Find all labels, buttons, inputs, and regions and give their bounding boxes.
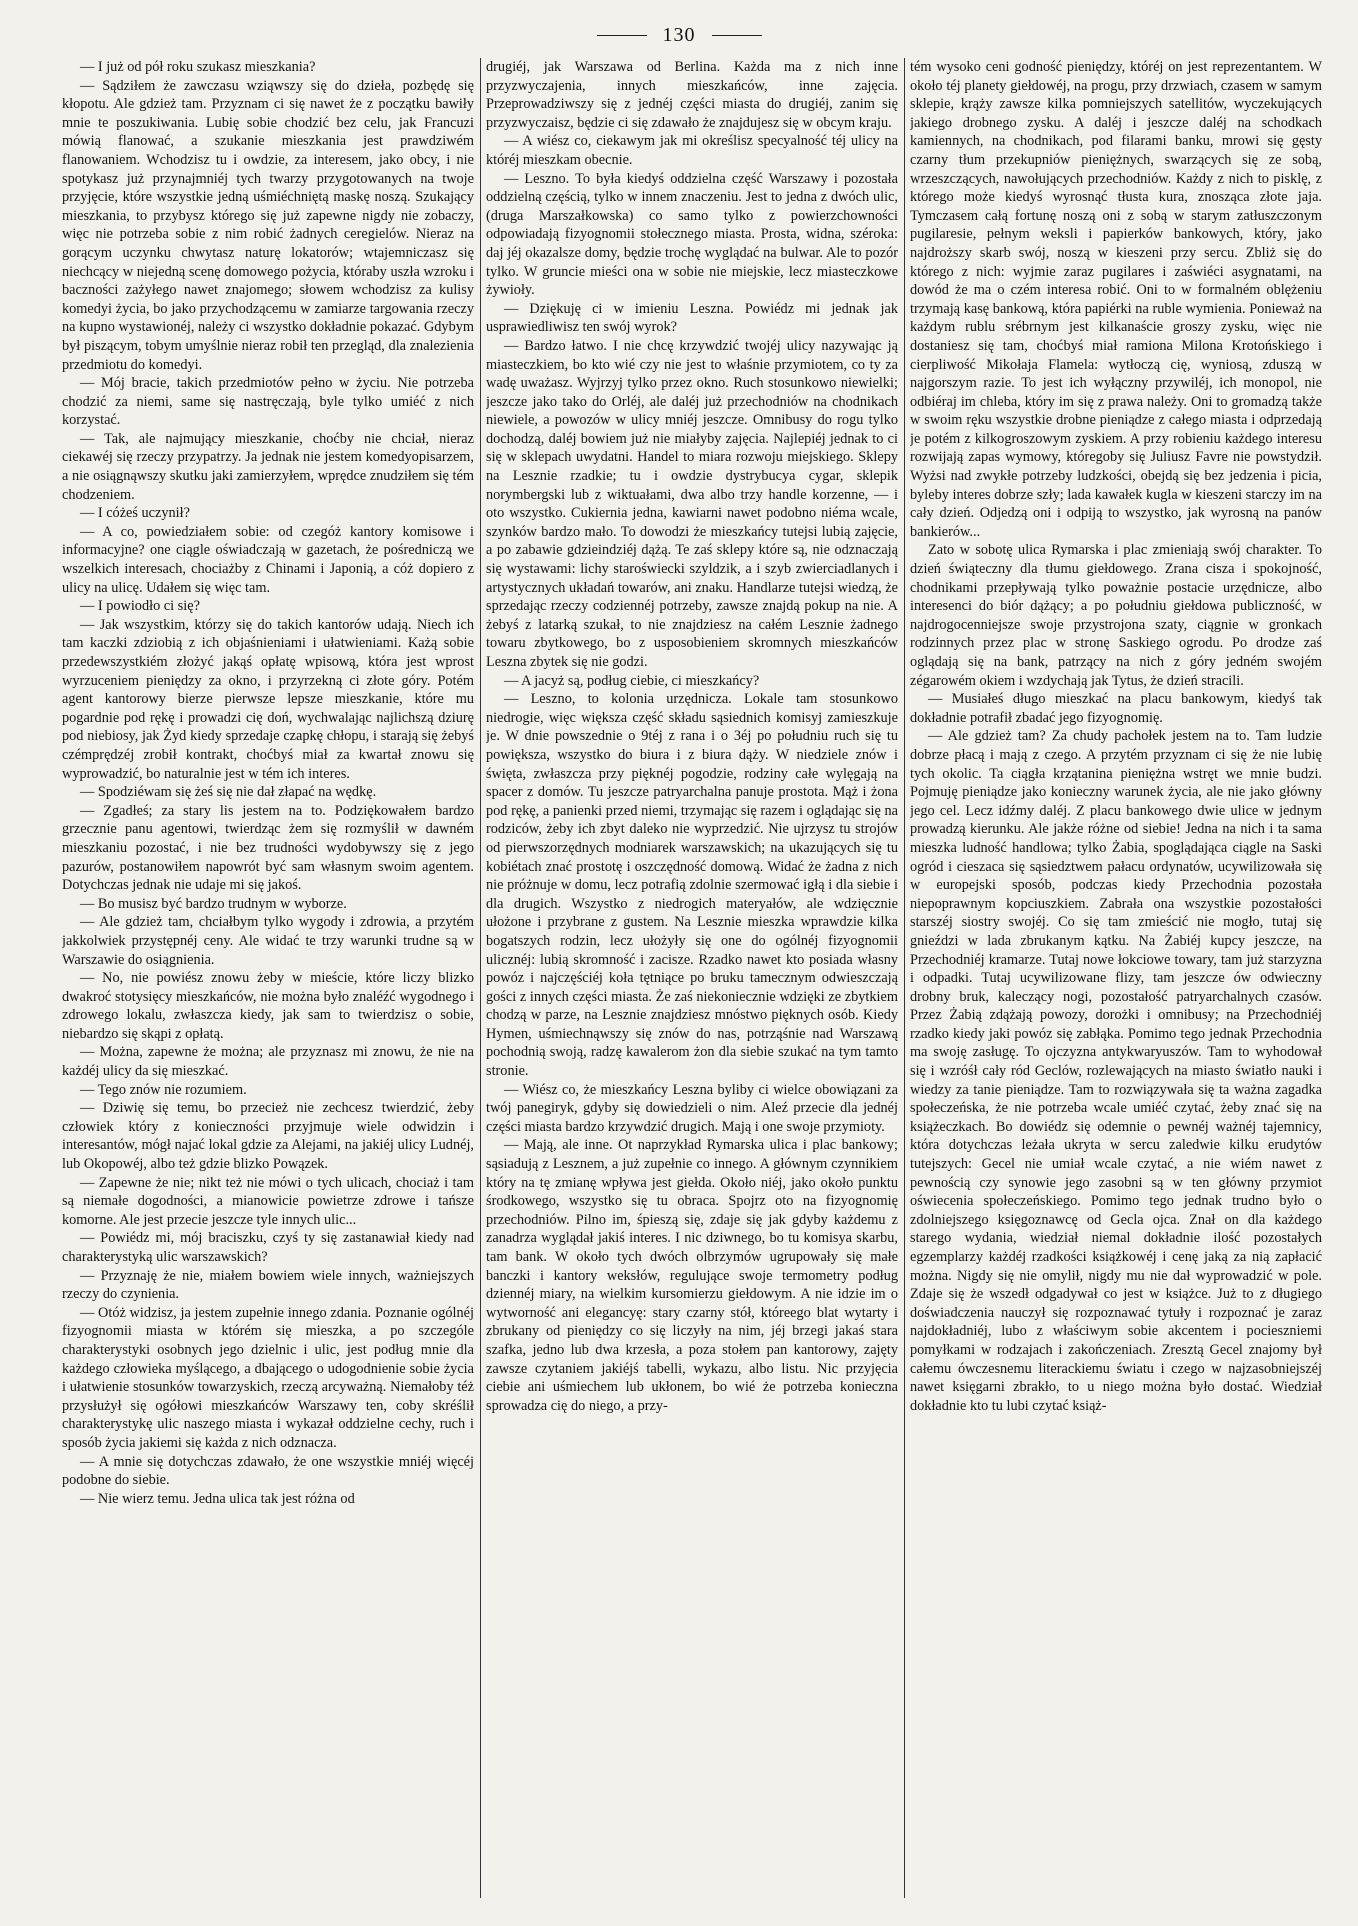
paragraph: — A co, powiedziałem sobie: od czegóż kantory komisowe i informacyjne? one ciągle oświadczają w gazetach, że pośredniczą we wszelkich interesach, chociażby z Chinami i Japonią, a cóż dopiero z ulicy na ulicę. Udałem się więc tam. (62, 523, 474, 596)
paragraph: — I powiodło ci się? (80, 598, 200, 615)
text-column-1 (62, 58, 474, 1908)
paragraph: — I cóżeś uczynił? (80, 505, 190, 522)
header-rule-left (597, 35, 647, 36)
page-number: 130 (662, 23, 696, 46)
paragraph: — A jacyż są, podług ciebie, ci mieszkańcy? (504, 672, 760, 689)
paragraph: — Ale gdzież tam? Za chudy pachołek jestem na to. Tam ludzie dobrze płacą i mają z czego. A przytém przyznam ci się że nie lubię tych okolic. Ta ciągła krzątanina pieniężna wstręt we mnie budzi. Pojmuję pieniądze jako konieczny warunek życia, ale nie jako główny jego cel. Lecz idźmy daléj. Z placu bankowego dwie ulice w jednym prowadzą kierunku. Ale jakże różne od siebie! Jedna na nich i ta sama mieszka ludność handlowa; tylko Żabia, spoglądająca ciągle na Saski ogród i cieszaca się sąsiedztwem pałacu ordynatów, ucywilizowała się w europejski sposób, podczas kiedy Przechodnia pozostała niepoprawnym kopciuszkiem. Zabrała ona wszystkie pozostałości starszéj siostry swojéj. Co się tam zmieścić nie mogło, tutaj się gnieździ w lada zbrukanym kątku. Na Żabiéj kupcy jeszcze, na Przechodniéj kramarze. Tutaj nowe łokciowe towary, tam już starzyzna i odpadki. Tutaj ucywilizowane flizy, tam jeszcze ów odwieczny drobny bruk, kaleczący nogi, pozostałość patryarchalnych czasów. Przez Żabią zdążają powozy, dorożki i omnibusy; na Przechodniéj rzadko kiedy jaki powóz się zabłąka. Pomimo tego jednak Przechodnia ma swoję zasługę. To ojczyzna antykwaryuszów. Tam to wyhodował się i wzróśł cały ród Geclów, rozlewających na miasto światło nauki i wiedzy za tanie pieniądze. Tam to rozwiązywała się ta ważna zagadka społeczeńska, że nie potrzeba wcale umiéć czytać, żeby znać się na książeczkach. Bo dowiédz się odemnie o pewnéj ważnéj tajemnicy, która dotychczas leżała ukryta w sercu zaledwie kilku erudytów tutejszych: Gecel nie umiał wcale czytać, a nie wiém nawet z pewnością czy synowie jego zasobni są w ten główny przymiot oświecenia społeczeńskiego. Pomimo tego jednak trudno było o zdolniejszego księgoznawcę od Gecla ojca. Znał on dla każdego starego wydania, wiedział niemal dokładnie ilość pozostałych egzemplarzy każdéj rzadkości książkowéj i cenę jaką za nią zapłacić można. Nigdy się nie omylił, nigdy mu nie dał wyprowadzić w pole. Zdaje się że wszedł odgadywał co jest w książce. Już to z długiego doświadczenia nauczył się rozpoznawać tytuły i rozpoznać je zaraz najdokładniéj, lubo z właściwym sobie akcentem i pocieszniemi pomyłkami w rodzajach i zakończeniach. Zresztą Gecel znajomy był całemu ówczesnemu literackiemu światu i czego w najzasobniejszéj nawet księgarni zbrakło, to u niego można było dostać. Wiedział dokładnie kto tu lubi czytać książ- (910, 728, 1322, 1414)
paragraph: — Przyznaję że nie, miałem bowiem wiele innych, ważniejszych rzeczy do czynienia. (62, 1267, 474, 1303)
paragraph: — Zgadłeś; za stary lis jestem na to. Podziękowałem bardzo grzecznie panu agentowi, twierdząc żem się rozmyślił w dawném mieszkaniu pozostać, i nie bez trudności wydobywszy się z jego pazurów, postanowiłem napowrót być sam własnym swoim agentem. Dotychczas jednak nie udaje mi się jakoś. (62, 802, 474, 894)
column-divider-2 (904, 58, 905, 1898)
paragraph: — Musiałeś długo mieszkać na placu bankowym, kiedyś tak dokładnie potrafił zbadać jego fizyognomię. (910, 691, 1322, 726)
paragraph: — Jak wszystkim, którzy się do takich kantorów udają. Niech ich tam kaczki zdziobią z ich objaśnieniami i ułatwieniami. Każą sobie przedewszystkiém złożyć jakąś opłatę wpisową, która jest wprost wyrzuceniem pieniędzy za okno, i przyrzekną ci złote góry. Potém agent kantorowy bierze pierwsze lepsze mieszkanie, które mu pogardnie pod rękę i prowadzi cię doń, wychwalając najlichszą dziurę pod niebiosy, jak Żyd kiedy sprzedaje czapkę chłopu, i starają się żebyś czémprędzéj zrobił kontrakt, choćbyś miał za kwartał znowu się wyprowadzić, bo naturalnie jest w tém ich interes. (62, 616, 474, 782)
paragraph: tém wysoko ceni godność pieniędzy, któréj on jest reprezentantem. W około téj planety giełdowéj, na progu, przy drzwiach, czasem w samym sklepie, krąży zawsze kilka pomniejszych satellitów, wyczekujących jakiego drobnego zysku. A daléj i jeszcze daléj na schodkach kamiennych, na chodnikach, pod filarami banku, mrowi się gęsty czarny tłum przekupniów pieniężnych, swarzących się ze sobą, wrzeszczących, nawołujących przechodniów. Każdy z nich to pisklę, z którego może kiedyś wyrosnąć tłusta kura, znosząca złote jaja. Tymczasem całą fortunę noszą oni z sobą w starym zatłuszczonym pugilaresie, pełnym weksli i papierków bankowych, który, jako najdroższy skarb swój, noszą w kieszeni przy sercu. Zbliż się do którego z nich: wyjmie zaraz pugilares i zaświéci asygnatami, na dowód że ma o czém interesa robić. Oni to w formalném oblężeniu trzymają kasę bankową, która papiérki na ruble wymienia. Ponieważ na każdym rublu srébrnym jest kilkanaście groszy zysku, więc nie dostaniesz się tam, choćbyś miał ramiona Milona Krotońskiego i cierpliwość Mikołaja Flamela: wytłoczą cię, wyniosą, zduszą w najgorszym razie. To jest ich wyłączny przywiléj, ich monopol, nie odbiéraj im chleba, który im się z prawa należy. Oni to gromadzą także w swoim ręku wszystkie drobne pieniądze z całego miasta i odprzedają je potém z kilkogroszowym zyskiem. A przy robieniu każdego interesu rozwijają zapas wymowy, któregoby się Juliusz Favre nie powstydził. Wyżsi nad zwykłe potrzeby ludzkości, obejdą się bez jedzenia i picia, byleby interes dobrze szły; lada kawałek kugla w kieszeni starczy im na cały dzień. Odjedzą oni i odpiją to wszystko, jak wyrosną na panów bankierów... (910, 59, 1322, 540)
paragraph: — No, nie powiész znowu żeby w mieście, które liczy blizko dwakroć stotysięcy mieszkańców, nie można było znaléźć wygodnego i zdrowego lokalu, zwłaszcza kiedy, jak sam to twierdzisz o sobie, niebardzo się skąpi z opłatą. (62, 970, 474, 1042)
paragraph: — A wiész co, ciekawym jak mi określisz specyalność téj ulicy na któréj mieszkam obecnie. (486, 133, 898, 168)
paragraph: — Powiédz mi, mój braciszku, czyś ty się zastanawiał kiedy nad charakterystyką ulic warszawskich? (62, 1230, 474, 1265)
paragraph: — Wiész co, że mieszkańcy Leszna byliby ci wielce obowiązani za twój panegiryk, gdyby się dowiedzieli o nim. Aleź przecie dla jednéj części miasta bardzo krzywdzić drugich. Mają i one swoje przymioty. (486, 1081, 898, 1135)
paragraph: — Bardzo łatwo. I nie chcę krzywdzić twojéj ulicy nazywając ją miasteczkiem, bo kto wié czy nie jest to właśnie przymiotem, co ty za wadę uważasz. Wyjrzyj tylko przez okno. Ruch stosunkowo niewielki; jeszcze jako tako do Orléj, ale daléj już przechodniów na chodnikach niewiele, a powozów w ulicy mniéj jeszcze. Omnibusy do rogu tylko dochodzą, daléj bowiem już nie miałyby zajęcia. Najlepiéj jednak to ci się w sklepach uwydatni. Handel to miara rozwoju miejskiego. Sklepy na Lesznie rzadkie; tu i owdzie dystrybucya cygar, sklepik norymbergski lub z wiktuałami, dwa albo trzy handle korzenne, — i oto wszystko. Cukiernia jedna, kawiarni nawet podobno niéma wcale, szynków bardzo mało. To dowodzi że mieszkańcy tutejsi lubią zajęcie, a po zabawie gdzieindziéj dążą. Te zaś sklepy które są, nie odznaczają się wystawami: lichy staroświecki szyldzik, a i szyb zwierciadlanych i artystycznych układań towarów, ani znaku. Handlarze tutejsi wiedzą, że sprzedając rzeczy codziennéj potrzeby, zawsze znajdą pokup na nie. A żebyś z latarką szukał, to nie znajdziesz na całém Lesznie żadnego towaru zbytkowego, bo z usposobieniem skromnych mieszkańców Leszna zbytek się nie godzi. (486, 337, 898, 670)
paragraph: — Dziwię się temu, bo przecież nie zechcesz twierdzić, żeby człowiek który z konieczności przyjmuje wiele odwidzin i interesantów, mógł najać lokal gdzie za Alejami, na jakiéj ulicy Ludnéj, lub Okopowéj, albo też gdzie blizko Powązek. (62, 1100, 474, 1173)
paragraph: — Można, zapewne że można; ale przyznasz mi znowu, że nie na każdéj ulicy da się mieszkać. (62, 1044, 474, 1080)
paragraph: — A mnie się dotychczas zdawało, że one wszystkie mniéj więcéj podobne do siebie. (62, 1453, 474, 1489)
page-header (0, 22, 1358, 48)
text-column-3 (910, 58, 1322, 1908)
paragraph: — Otóż widzisz, ja jestem zupełnie innego zdania. Poznanie ogólnéj fizyognomii miasta w którém się mieszka, a po szczególe charakterystyki osobnych jego dzielnic i ulic, jest podług mnie dla każdego człowieka myślącego, a dbającego o udogodnienie sobie życia i ułatwienie stosunków towarzyskich, rzeczą arcyważną. Niemałoby téż przysłużył się ogółowi mieszkańców Warszawy ten, coby skréślił charakterystykę ulic naszego miasta i wykazał oddzielne cechy, ruch i sposób życia jakiemi się każda z nich odznacza. (62, 1304, 474, 1451)
paragraph: — Leszno. To była kiedyś oddzielna część Warszawy i pozostała oddzielną częścią, tylko w innem znaczeniu. Jest to jedna z dwóch ulic, (druga Marszałkowska) co samo tylko z powierzchowności odpowiadają fizyognomii stołecznego miasta. Prosta, widna, széroka: daj jéj okazalsze domy, będzie trochę wyglądać na bulwar. Ale to pozór tylko. W gruncie mieści ona w sobie nie miejskie, lecz miasteczkowe żywioły. (486, 170, 898, 299)
paragraph: — Tak, ale najmujący mieszkanie, choćby nie chciał, nieraz ciekawéj się rzeczy przypatrzy. Ja jednak nie jestem komedyopisarzem, a nie osiągnąwszy skutku jaki zamierzyłem, wprędce znudziłem się tém chodzeniem. (62, 430, 474, 503)
paragraph: — Sądziłem że zawczasu wziąwszy się do dzieła, pozbędę się kłopotu. Ale gdzież tam. Przyznam ci się nawet że z początku bawiły mnie te poszukiwania. Lubię sobie chodzić bez celu, jak Francuzi mówią flanować, a szukanie mieszkania jest prawdziwém flanowaniem. Wchodzisz tu i owdzie, za interesem, jako obcy, i nie spotykasz już przynajmniéj tych twarzy przygotowanych na twoje przyjęcie, które wszystkie jedną uśmiéchniętą maskę noszą. Szukający mieszkania, to przybysz którego się już zapewne nigdy nie zobaczy, więc nie potrzeba sobie z nim robić żadnych ceregielów. Nieraz na gorącym uczynku chwytasz naturę lokatorów; wtajemniczasz się niechcący w niejedną scenę domowego pożycia, któraby uszła wzroku i baczności zażyłego nawet znajomego; słowem wchodzisz za kulisy komedyi życia, bo jako przychodzącemu w zamiarze targowania rzeczy na kupno wystawionéj, należy ci wszystko dokładnie pokazać. Gdybym był piszącym, tobym umyślnie nieraz robił ten przegląd, dla znalezienia przedmiotu do komedyi. (62, 77, 474, 373)
paragraph: — Zapewne że nie; nikt też nie mówi o tych ulicach, chociaż i tam są niemałe dogodności, a mianowicie powietrze zdrowe i tańsze komorne. Ale jest przecie jeszcze tyle innych ulic... (62, 1174, 474, 1228)
paragraph: — Nie wierz temu. Jedna ulica tak jest różna od (80, 1490, 355, 1507)
paragraph: Zato w sobotę ulica Rymarska i plac zmieniają swój charakter. To dzień świąteczny dla tłumu giełdowego. Zrana cisza i spokojność, chodnikami przepływają tylko poważnie postacie urzędnicze, albo interesenci do biór dążący; a po południu giełdowa publiczność, w najdrogocenniejsze swoje przystrojona szaty, ciągnie w gronkach rodzinnych przez plac w stronę Saskiego ogrodu. Po drodze zaś oglądają się na bank, patrzący na nich z góry jedném swojém zégarowém okiem i wzdychają jak Tytus, że dzień stracili. (910, 542, 1322, 689)
text-column-2 (486, 58, 898, 1908)
paragraph: — Tego znów nie rozumiem. (80, 1081, 247, 1098)
paragraph: — Ale gdzież tam, chciałbym tylko wygody i zdrowia, a przytém jakkolwiek przystępnéj ceny. Ale widać te trzy warunki trudne są w Warszawie do osiągnienia. (62, 914, 474, 968)
paragraph: — Spodziéwam się żeś się nie dał złapać na wędkę. (80, 784, 377, 801)
paragraph: — I już od pół roku szukasz mieszkania? (80, 59, 316, 75)
paragraph: — Dziękuję ci w imieniu Leszna. Powiédz mi jednak jak usprawiedliwisz ten swój wyrok? (486, 300, 898, 336)
paragraph: drugiéj, jak Warszawa od Berlina. Każda ma z nich inne przyzwyczajenia, innych mieszkańców, inne zajęcia. Przeprowadziwszy się z jednéj części miasta do drugiéj, zanim się przyzwyczaisz, będzie ci się zdawało że znajdujesz się w obcym kraju. (486, 59, 898, 131)
paragraph: — Bo musisz być bardzo trudnym w wyborze. (80, 895, 347, 912)
paragraph: — Mój bracie, takich przedmiotów pełno w życiu. Nie potrzeba chodzić za niemi, same się nastręczają, byle tylko umiéć z nich korzystać. (62, 375, 474, 429)
paragraph: — Mają, ale inne. Ot naprzykład Rymarska ulica i plac bankowy; sąsiadują z Lesznem, a już zupełnie co innego. A głównym czynnikiem który na tę zmianę wpływa jest giełda. Około niéj, jako około punktu środkowego, wszystko się tu obraca. Spojrz oto na fizyognomię przechodniów. Pilno im, śpieszą się, zdaje się jak gdyby każdemu z zanadrza wyglądał jakiś interes. I nic dziwnego, bo tu komisya skarbu, tam bank. W około tych dwóch olbrzymów ugrupowały się małe banczki i kantory weksłów, regulujące swoje termometry podług dziennéj miary, na wielkim kursomierzu giełdowym. A nie idzie im o wytworność ani elegancyę: stary czarny stół, któreego blat wytarty i zbrukany od pieniędzy co się liczyły na nim, jéj brzegi jakaś stara szafka, jedno lub dwa krzesła, a poza stołem pan kantorowy, zajęty zawsze czytaniem jakiéjś tabelli, wykazu, albo listu. Nic przyjęcia ciebie ani uśmiechem lub ukłonem, bo wié że potrzeba konieczna sprowadza cię do niego, a przy- (486, 1137, 898, 1414)
column-divider-1 (480, 58, 481, 1898)
header-rule-right (712, 35, 762, 36)
paragraph: — Leszno, to kolonia urzędnicza. Lokale tam stosunkowo niedrogie, więc większa część składu sąsiednich komisyj zamieszkuje je. W dnie powszednie o 9téj z rana i o 3éj po południu ruch się tu powiększa, wszystko do biura i z biura dąży. W niedziele znów i święta, zwłaszcza przy pięknéj pogodzie, rodziny całe wylęgają na spacer z domów. Tu jeszcze patryarchalna panuje prostota. Mąż i żona pod rękę, a panienki przed niemi, trzymając się razem i oglądając się na rodziców, żeby ich zbyt daleko nie wyprzedzić. Nie ujrzysz tu strojów od pierwszorzędnych modniarek warszawskich; na ukazujących się tu kobiétach znać prostotę i oszczędność domową. Widać że żadna z nich nie próżnuje w domu, lecz potrafią zdolnie szermować igłą i dla siebie i dla drugich. Wszystko z niedrogich materyałów, ale wdzięcznie ułożone i przybrane z gustem. Na Lesznie mieszka wprawdzie kilka bogatszych rodzin, lecz ułożyły się one do ogólnéj fizyognomii ulicznéj: lubią skromność i zacisze. Rzadko nawet kto posiada własny powóz i najczęściéj koła tętniące po bruku tamecznym odwieszczają gości z innych części miasta. Że zaś niekoniecznie wdzięki ze zbytkiem chodzą w parze, na Lesznie znajdziesz mnóstwo pięknych osób. Kiedy Hymen, uśmiechnąwszy się znów do nas, potrząśnie nad Warszawą pochodnią swoją, radzę kawalerom żon dla siebie szukać na tym tamto stronie. (486, 691, 898, 1080)
